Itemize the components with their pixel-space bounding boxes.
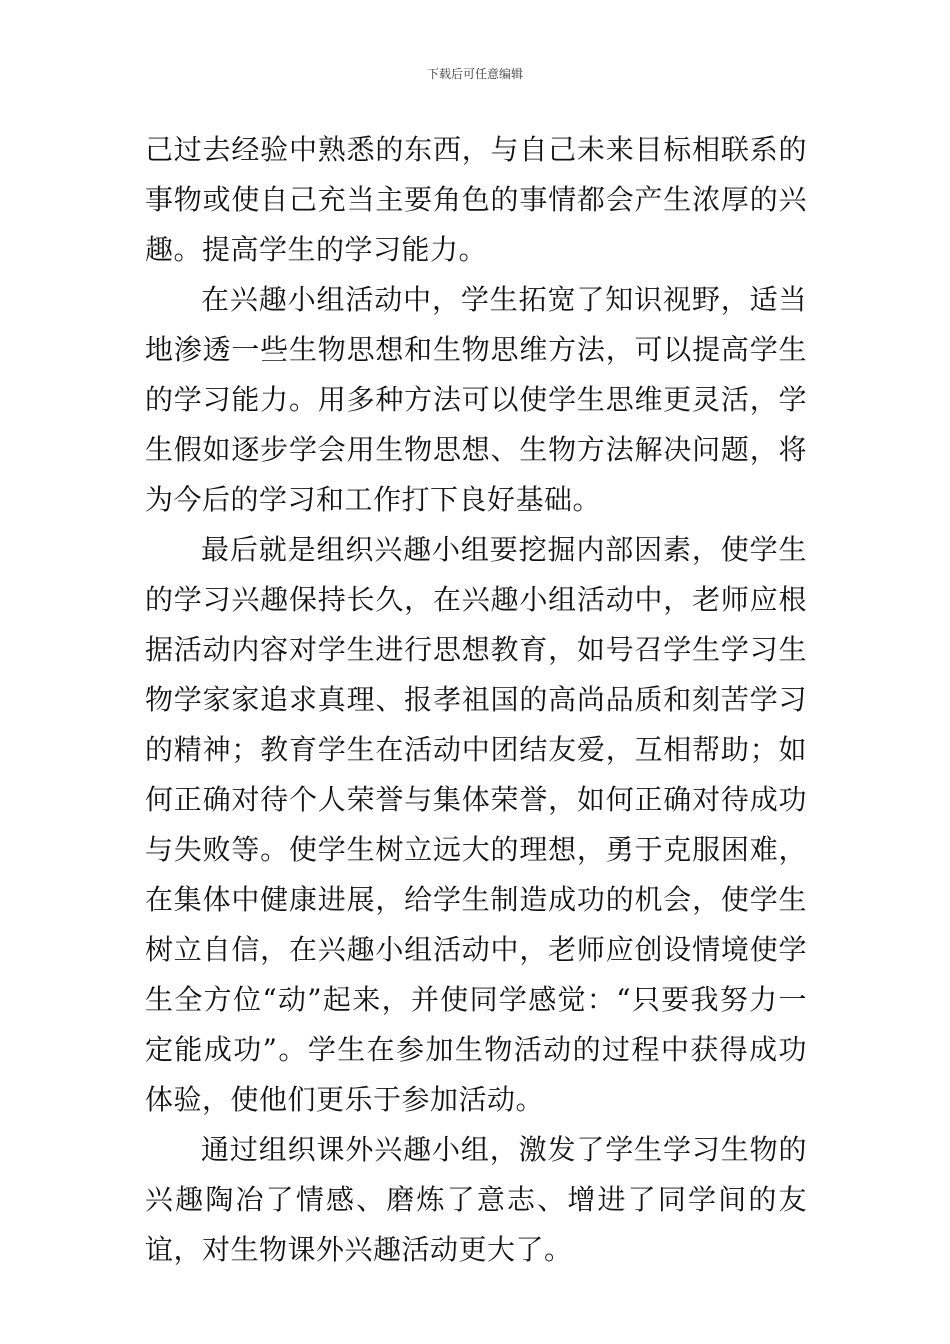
document-body	[145, 125, 807, 1275]
paragraph-learning-ability: 在兴趣小组活动中，学生拓宽了知识视野，适当地渗透一些生物思想和生物思维方法，可以提高学生的学习能力。用多种方法可以使学生思维更灵活，学生假如逐步学会用生物思想、生物方法解决问题，将为今后的学习和工作打下良好基础。	[145, 283, 807, 516]
paragraph-internal-factors: 最后就是组织兴趣小组要挖掘内部因素，使学生的学习兴趣保持长久，在兴趣小组活动中，老师应根据活动内容对学生进行思想教育，如号召学生学习生物学家家追求真理、报孝祖国的高尚品质和刻苦学习的精神；教育学生在活动中团结友爱，互相帮助；如何正确对待个人荣誉与集体荣誉，如何正确对待成功与失败等。使学生树立远大的理想，勇于克服困难，在集体中健康进展，给学生制造成功的机会，使学生树立自信，在兴趣小组活动中，老师应创设情境使学生全方位“动”起来，并使同学感觉：“只要我努力一定能成功”。学生在参加生物活动的过程中获得成功体验，使他们更乐于参加活动。	[145, 533, 807, 1116]
paragraph-continuation: 己过去经验中熟悉的东西，与自己未来目标相联系的事物或使自己充当主要角色的事情都会产生浓厚的兴趣。提高学生的学习能力。	[145, 133, 807, 266]
page-header-note: 下载后可任意编辑	[426, 67, 523, 81]
paragraph-conclusion: 通过组织课外兴趣小组，激发了学生学习生物的兴趣陶冶了情感、磨炼了意志、增进了同学间的友谊，对生物课外兴趣活动更大了。	[145, 1133, 807, 1266]
